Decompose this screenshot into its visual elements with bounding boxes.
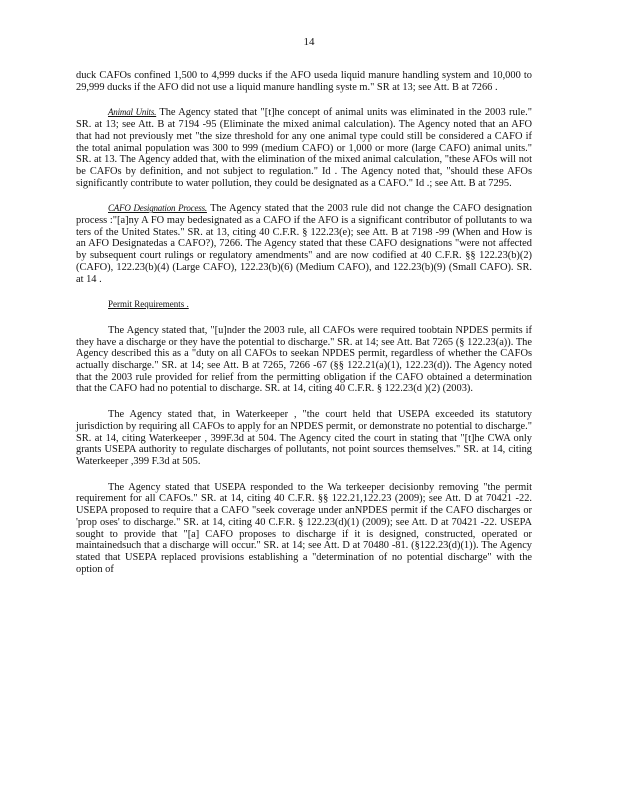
paragraph-duck-cafos <box>76 70 532 93</box>
section-heading-permit-requirements: Permit Requirements . <box>108 299 189 310</box>
paragraph-waterkeeper <box>76 409 532 468</box>
paragraph-text: The Agency stated that, in Waterkeeper , "the court held that USEPA exceeded its statutory jurisdiction by requiring all CAFOs to apply for an NPDES permit, or demonstrate no potential to discharge." SR. at 14, citing Waterkeeper , 399F.3d at 504. The Agency cited the court in stating that "[t]he CWA only grants USEPA authority to regulate discharges of pollutants, not point sources themselves." SR. at 14, citing Waterkeeper ,399 F.3d at 505. <box>76 409 532 467</box>
paragraph-text: The Agency stated that "[t]he concept of animal units was eliminated in the 2003 rule." SR. at 13; see Att. B at 7194 -95 (Eliminate the mixed animal calculation). The Agency noted that an AFO that had not previously met "the size threshold for any one animal type could still be considered a CAFO if the total animal population was 300 to 999 (medium CAFO) or 1,000 or more (large CAFO) animal units." SR. at 13. The Agency added that, with the elimination of the mixed animal calculation, "these AFOs will not be CAFOs by definition, and not subject to regulation." Id . The Agency noted that, "should these AFOs significantly contribute to water pollution, they could be designated as a CAFO." Id .; see Att. B at 7295. <box>76 107 532 189</box>
page-number: 14 <box>303 36 315 48</box>
paragraph-text: The Agency stated that, "[u]nder the 2003 rule, all CAFOs were required toobtain NPDES permits if they have a discharge or they have the potential to discharge." SR. at 14; see Att. Bat 7265 (§ 122.23(a)). The Agency described this as a "duty on all CAFOs to seekan NPDES permit, regardless of whether the CAFOs actually discharge." SR. at 14; see Att. B at 7265, 7266 -67 (§§ 122.21(a)(1), 122.23(d)). The Agency noted that the 2003 rule provided for relief from the permitting obligation if the CAFO obtained a determination that the CAFO had no potential to discharge. SR. at 14, citing 40 C.F.R. § 122.23(d )(2) (2003). <box>76 324 532 395</box>
paragraph-usepa-response <box>76 482 532 576</box>
paragraph-text: The Agency stated that USEPA responded to the Wa terkeeper decisionby removing "the permit requirement for all CAFOs." SR. at 14, citing 40 C.F.R. §§ 122.21,122.23 (2009); see Att. D at 70421 -22. USEPA proposed to require that a CAFO "seek coverage under anNPDES permit if the CAFO discharges or 'prop oses' to discharge." SR. at 14, citing 40 C.F.R. § 122.23(d)(1) (2009); see Att. D at 70421 -22. USEPA sought to provide that "[a] CAFO proposes to discharge if it is designed, constructed, operated or maintainedsuch that a discharge will occur." SR. at 14; see Att. D at 70480 -81. (§122.23(d)(1)). The Agency stated that USEPA replaced provisions establishing a "determination of no potential discharge" with the option of <box>76 481 532 575</box>
document-body <box>76 70 532 589</box>
section-heading-animal-units: Animal Units. <box>108 107 157 118</box>
paragraph-text: duck CAFOs confined 1,500 to 4,999 ducks if the AFO useda liquid manure handling system and 10,000 to 29,999 ducks if the AFO did not use a liquid manure handling syste m." SR at 13; see Att. B at 7266 . <box>76 70 532 93</box>
paragraph-text: The Agency stated that the 2003 rule did not change the CAFO designation process :"[a]ny A FO may bedesignated as a CAFO if the AFO is a significant contributor of pollutants to wa ters of the United States." SR. at 13, citing 40 C.F.R. § 122.23(e); see Att. B at 7198 -99 (When and How is an AFO Designatedas a CAFO?), 7266. The Agency stated that these CAFO designations "were not affected by subsequent court rulings or regulatory amendments" and are now codified at 40 C.F.R. §§ 122.23(b)(2) (CAFO), 122.23(b)(4) (Large CAFO), 122.23(b)(6) (Medium CAFO), and 122.23(b)(9) (Small CAFO). SR. at 14 . <box>76 203 533 285</box>
paragraph-cafo-designation <box>76 203 532 285</box>
section-heading-cafo-designation: CAFO Designation Process. <box>108 203 207 214</box>
paragraph-2003-rule <box>76 325 532 395</box>
paragraph-animal-units <box>76 107 532 189</box>
